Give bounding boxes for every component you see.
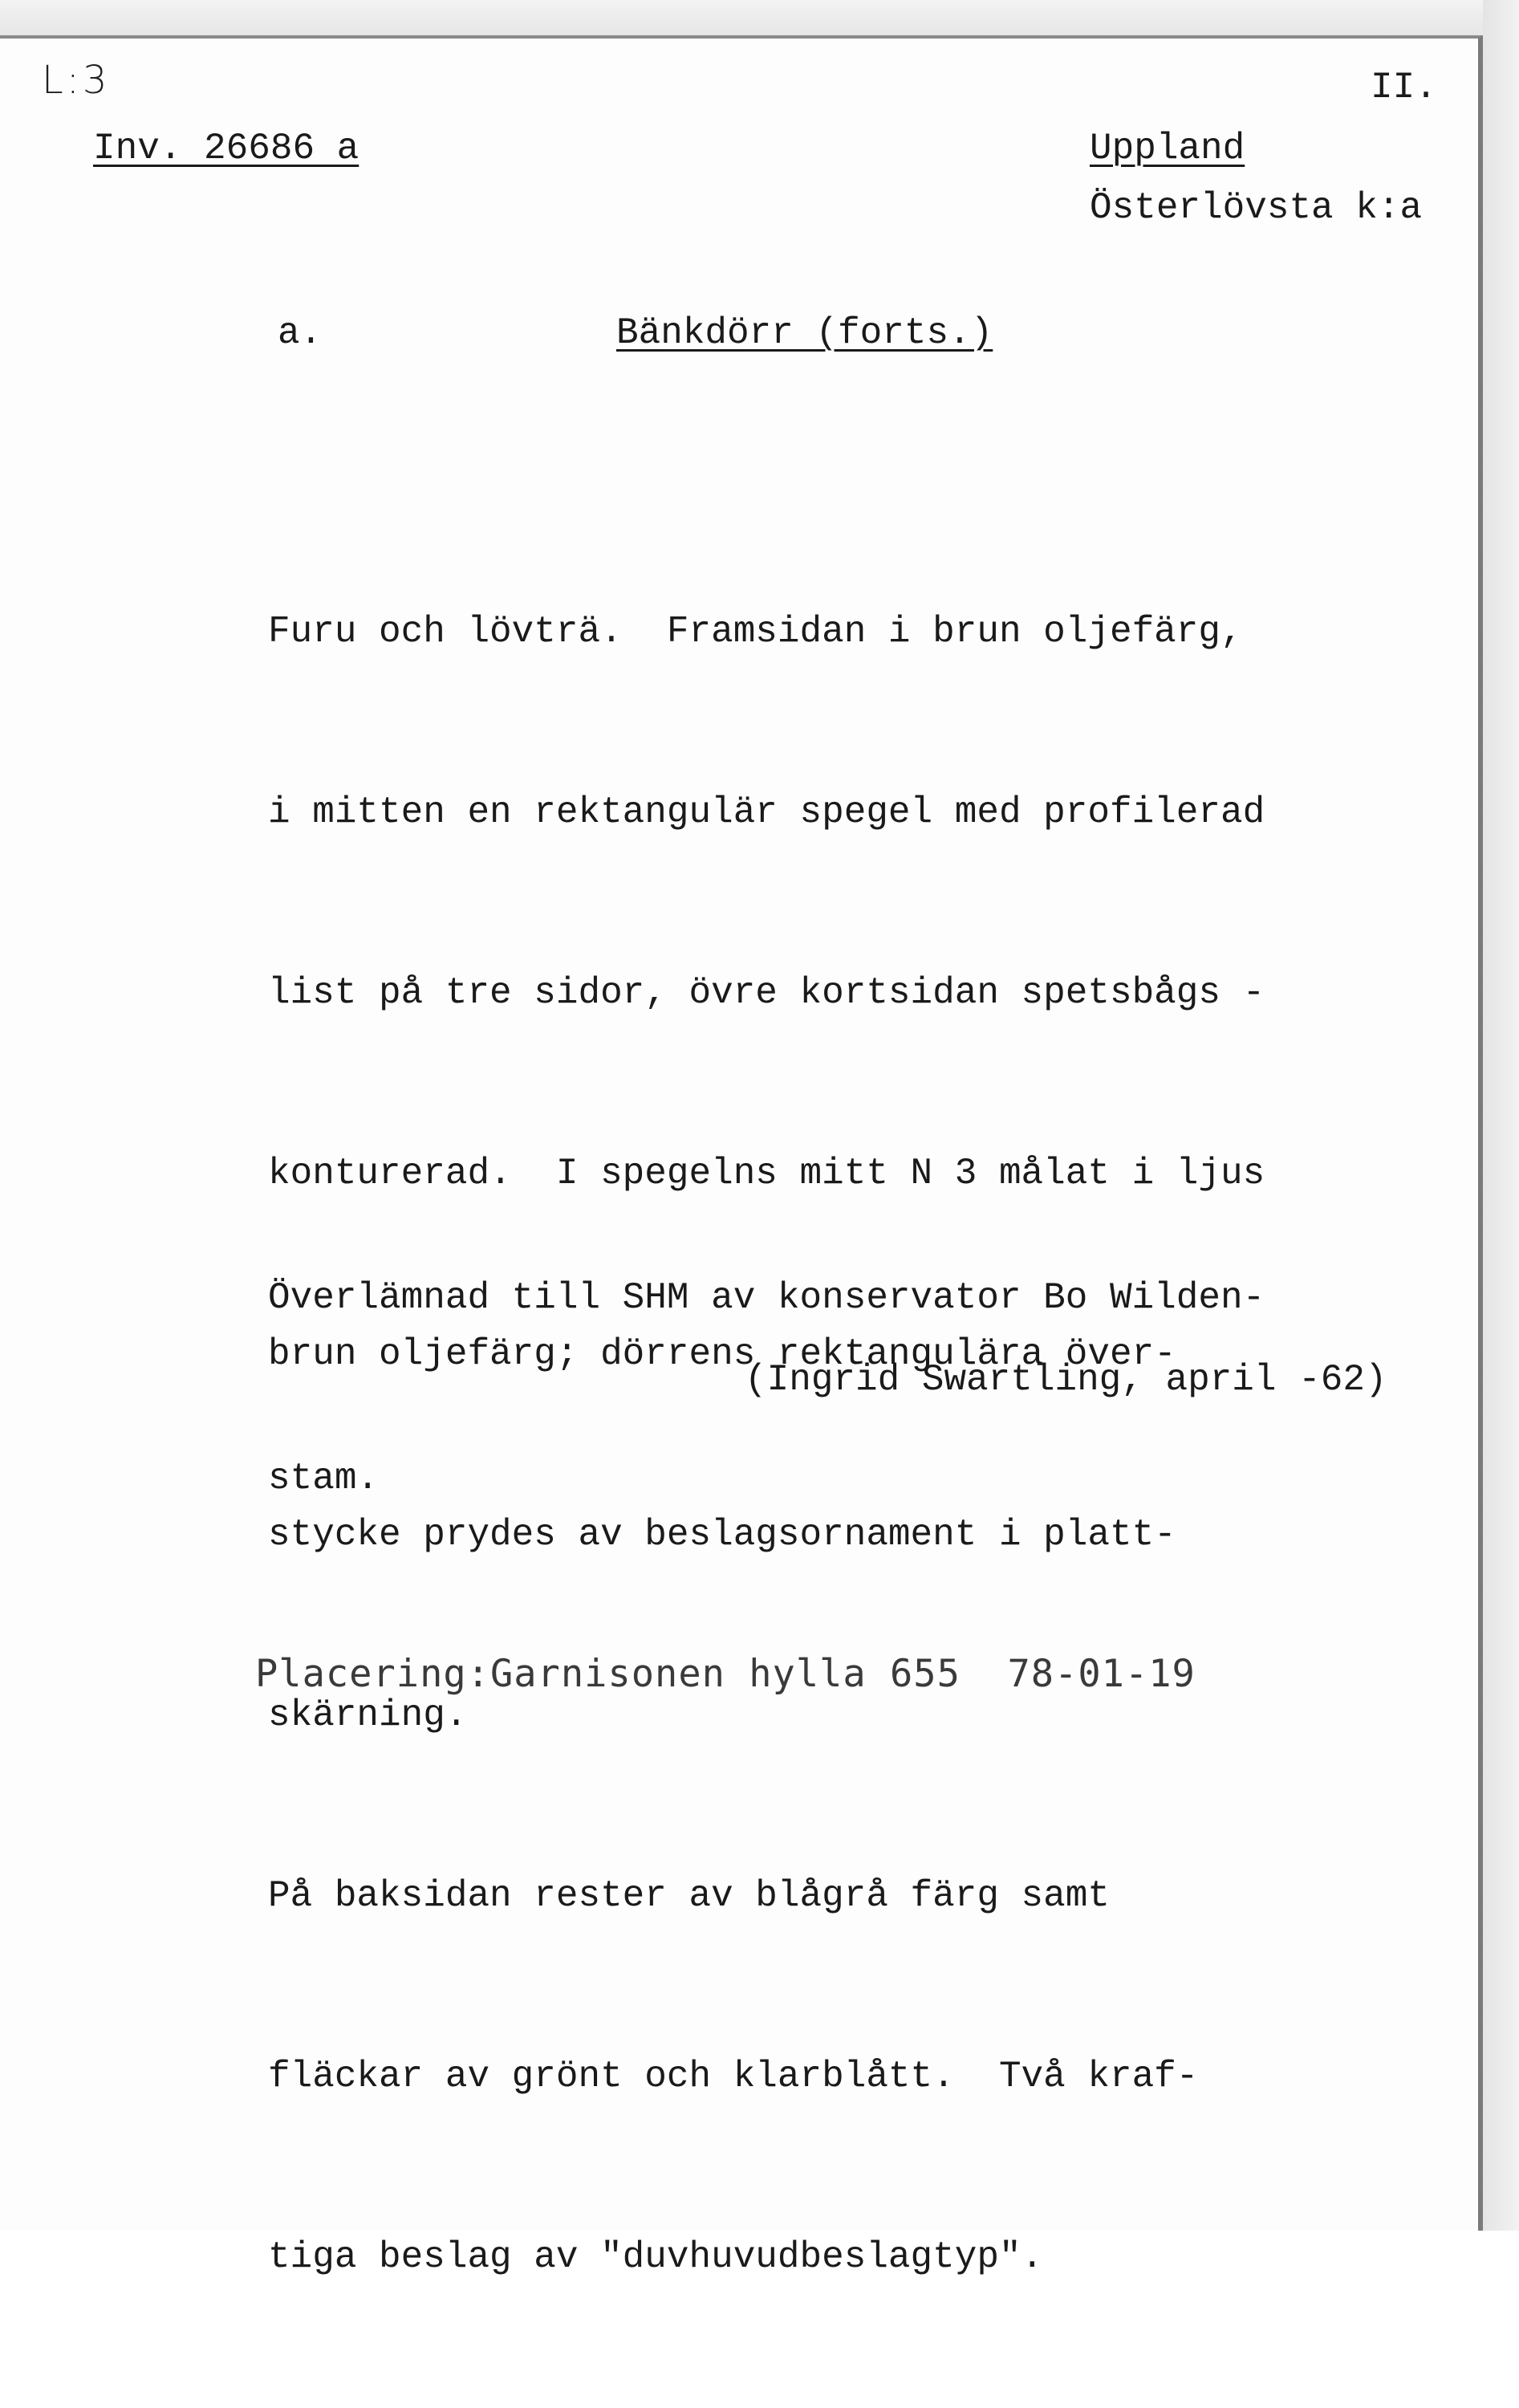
item-letter: a. [278,312,323,354]
corner-mark: L:3 [42,58,111,103]
sheet-number: II. [1371,67,1437,108]
scan-top-margin [0,0,1519,35]
handover-line: Överlämnad till SHM av konservator Bo Wilden- [268,1277,1265,1319]
description-line: stycke prydes av beslagsornament i platt- [268,1514,1176,1556]
description-line: skärning. [268,1694,468,1736]
handover-line: stam. [268,1458,380,1499]
description-line: list på tre sidor, övre kortsidan spetsbågs - [268,972,1265,1014]
description-line: På baksidan rester av blågrå färg samt [268,1875,1110,1917]
province: Uppland [1090,128,1245,169]
description-line: konturerad. I spegelns mitt N 3 målat i ljus [268,1153,1265,1194]
description-line: Furu och lövträ. Framsidan i brun oljefärg, [268,611,1243,653]
author-signature: (Ingrid Swartling, april -62) [745,1359,1387,1401]
inventory-number: Inv. 26686 a [93,128,359,169]
description-line: tiga beslag av "duvhuvudbeslagtyp". [268,2236,1044,2278]
scan-right-margin [1483,0,1519,2231]
parish: Österlövsta k:a [1090,187,1423,229]
description-line: brun oljefärg; dörrens rektangulära över- [268,1333,1176,1375]
placement-stamp: Placering:Garnisonen hylla 655 78-01-19 [255,1652,1196,1696]
description-line: i mitten en rektangulär spegel med profilerad [268,791,1265,833]
item-title: Bänkdörr (forts.) [616,312,993,354]
description-line: fläckar av grönt och klarblått. Två kraf- [268,2056,1199,2097]
